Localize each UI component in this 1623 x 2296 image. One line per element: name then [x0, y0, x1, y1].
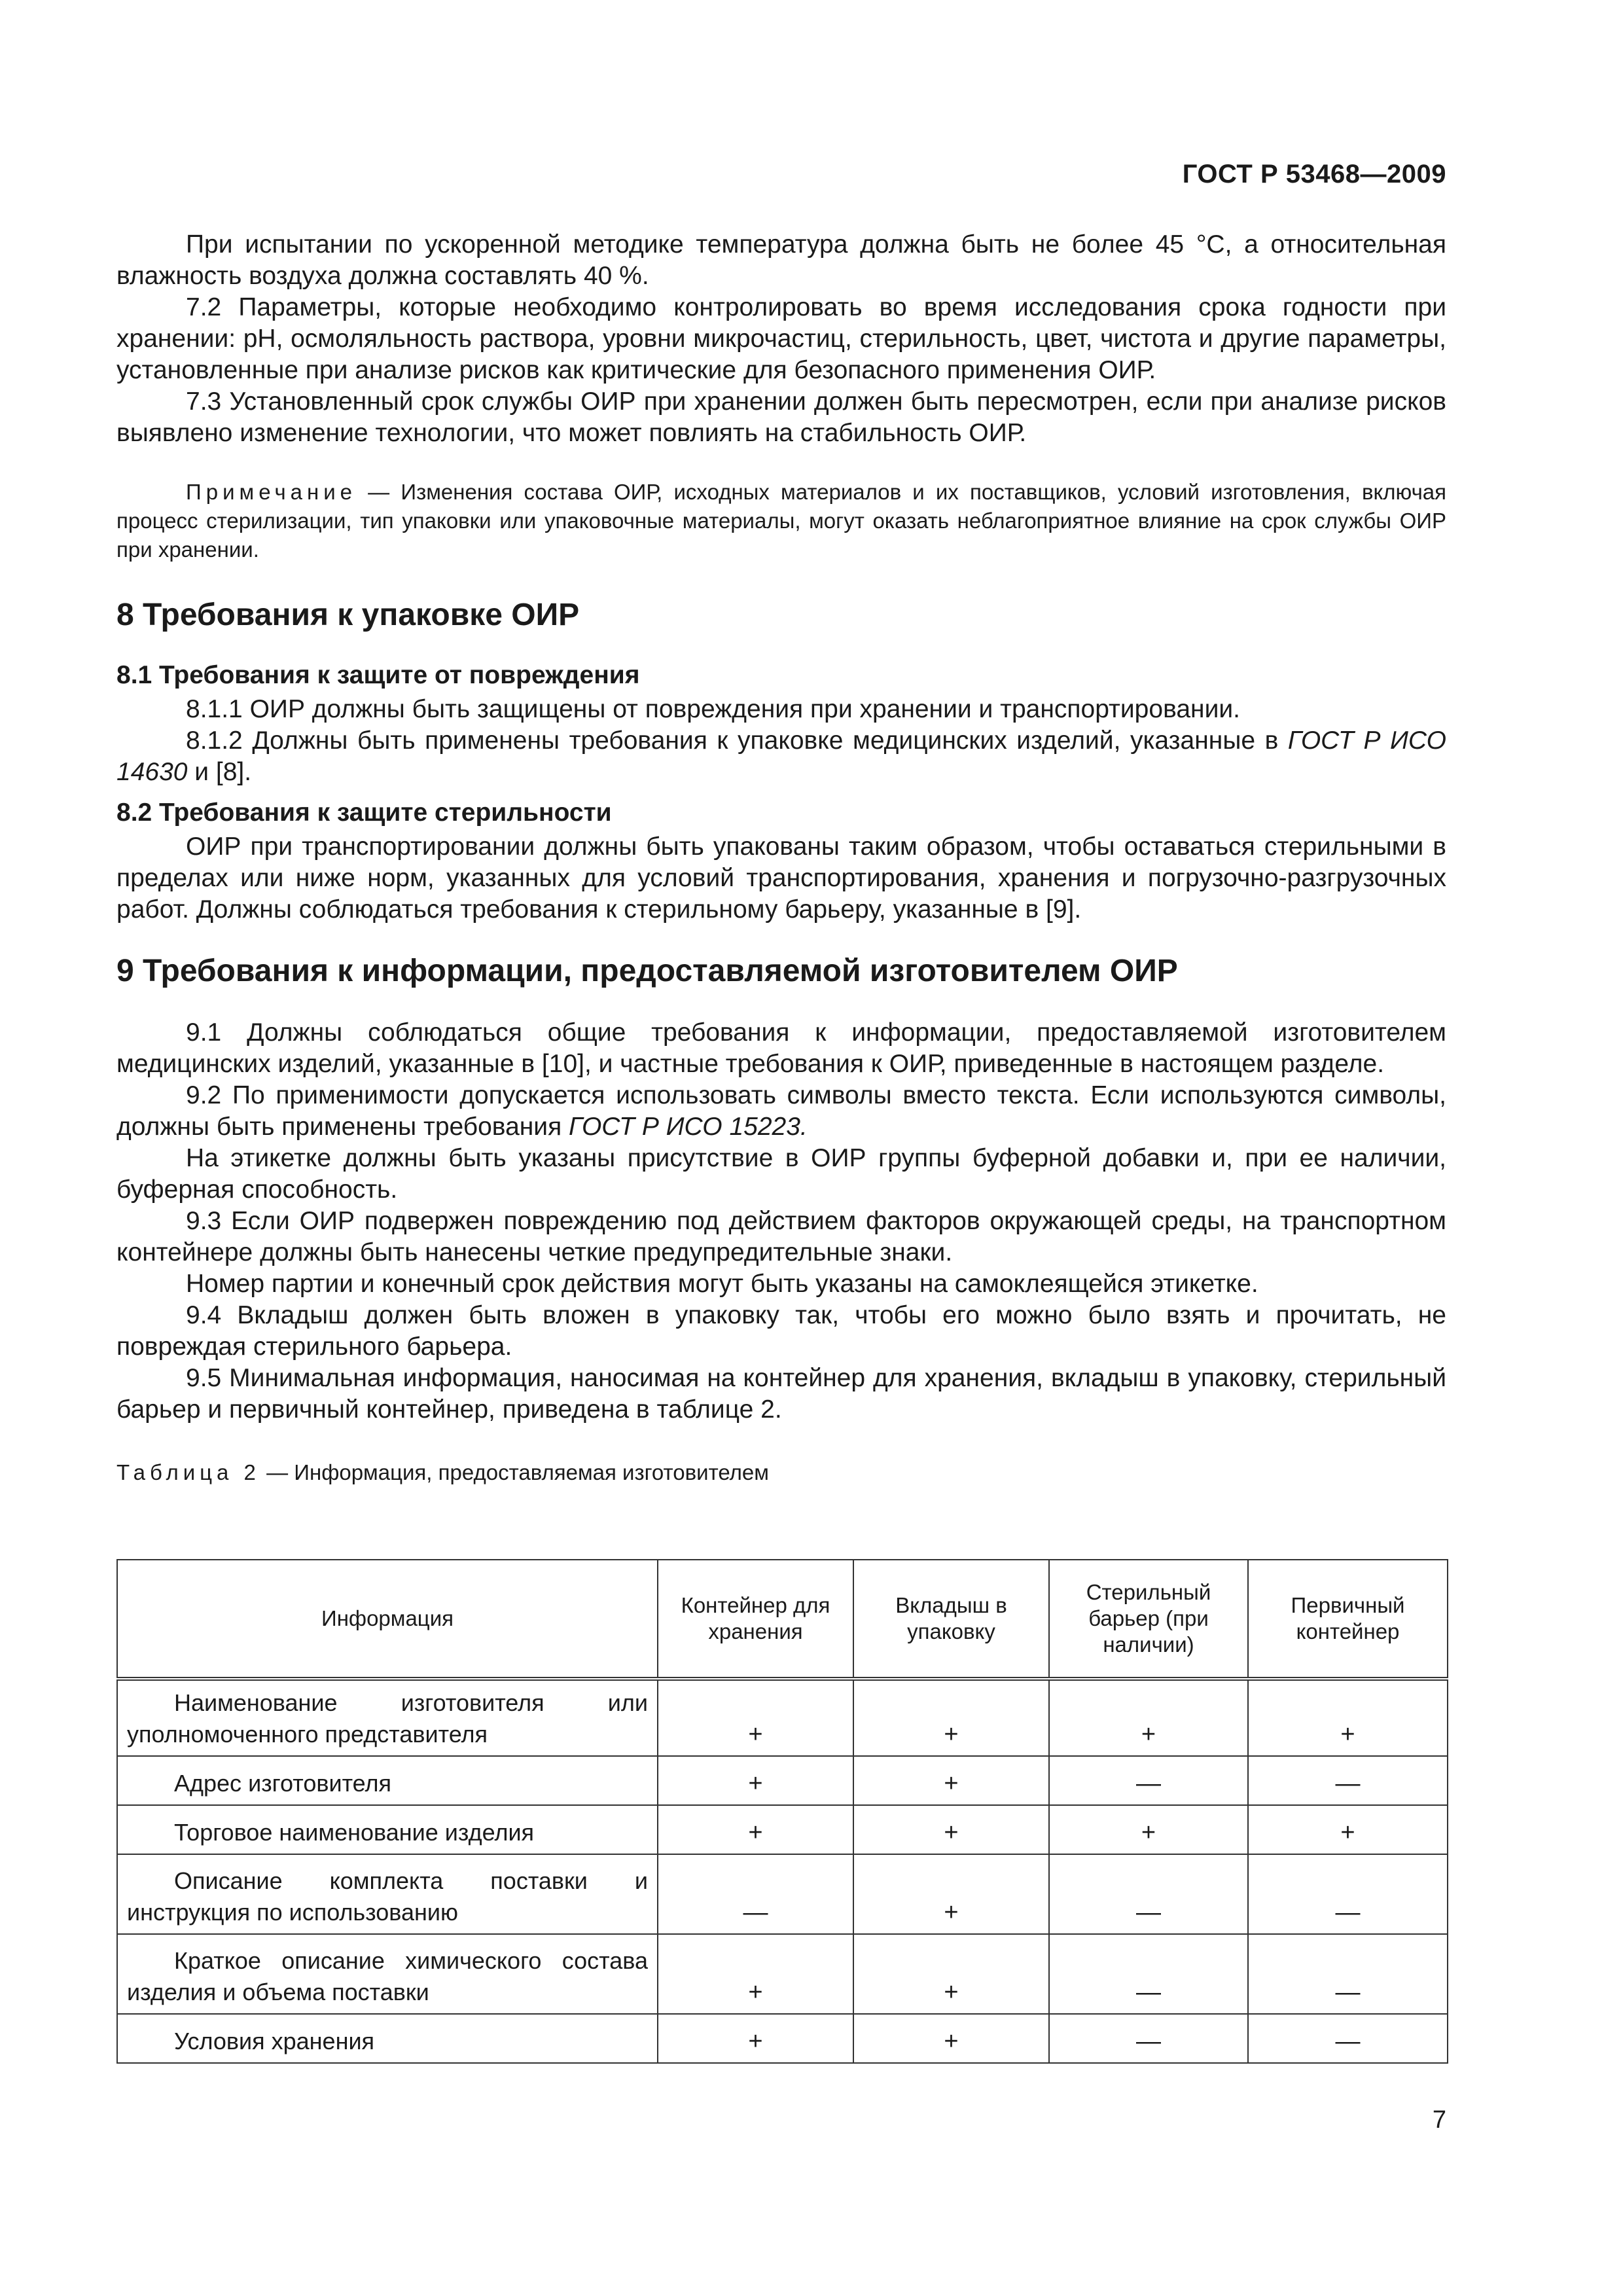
mark-cell: + — [1049, 1679, 1248, 1756]
table-row — [117, 1854, 1448, 1934]
paragraph-9-3: 9.3 Если ОИР подвержен повреждению под действием факторов окружающей среды, на транспортном контейнере должны быть нанесены четкие предупредительные знаки. — [116, 1207, 1446, 1266]
paragraph-9-1: 9.1 Должны соблюдаться общие требования к информации, предоставляемой изготовителем медицинских изделий, указанные в [10], и частные требования к ОИР, приведенные в настоящем разделе. — [116, 1018, 1446, 1078]
section-9-title: 9 Требования к информации, предоставляемой изготовителем ОИР — [116, 954, 1178, 988]
info-cell: Наименование изготовителя или уполномоченного представителя — [117, 1679, 658, 1756]
paragraph-9-5: 9.5 Минимальная информация, наносимая на контейнер для хранения, вкладыш в упаковку, стерильный барьер и первичный контейнер, приведена в таблице 2. — [116, 1364, 1446, 1424]
column-header: Вкладыш в упаковку — [853, 1560, 1049, 1679]
paragraph-7-2: 7.2 Параметры, которые необходимо контролировать во время исследования срока годности при хранении: рН, осмоляльность раствора, уровни микрочастиц, стерильность, цвет, чистота и другие параметры, установленные при анализе рисков как критические для безопасного применения ОИР. — [116, 293, 1446, 384]
mark-cell: + — [658, 1934, 853, 2014]
column-header: Информация — [117, 1560, 658, 1679]
page-content — [116, 229, 1446, 1487]
paragraph-9-3-batch: Номер партии и конечный срок действия могут быть указаны на самоклеящейся этикетке. — [186, 1270, 1258, 1298]
info-cell: Краткое описание химического состава изделия и объема поставки — [117, 1934, 658, 2014]
table-caption-text: — Информация, предоставляемая изготовителем — [260, 1460, 769, 1484]
paragraph-8-1-2-text: 8.1.2 Должны быть применены требования к упаковке медицинских изделий, указанные в — [186, 726, 1288, 755]
mark-cell: + — [1248, 1679, 1448, 1756]
table-row — [117, 1934, 1448, 2014]
paragraph-9-2-label: На этикетке должны быть указаны присутствие в ОИР группы буферной добавки и, при ее наличии, буферная способность. — [116, 1144, 1446, 1204]
note-label: Примечание — [186, 480, 357, 504]
standard-reference: ГОСТ Р ИСО 15223. — [569, 1113, 808, 1141]
info-cell: Условия хранения — [117, 2014, 658, 2063]
table-caption-label: Таблица 2 — [116, 1460, 260, 1484]
mark-cell: + — [658, 1805, 853, 1854]
note-text: — Изменения состава ОИР, исходных материалов и их поставщиков, условий изготовления, включая процесс стерилизации, тип упаковки или упаковочные материалы, могут оказать неблагоприятное влияние на срок службы ОИР при хранении. — [116, 480, 1446, 562]
paragraph-9-2-text: 9.2 По применимости допускается использовать символы вместо текста. Если используются символы, должны быть применены требования — [116, 1081, 1446, 1141]
table-row — [117, 1679, 1448, 1756]
mark-cell: — — [1248, 2014, 1448, 2063]
document-code: ГОСТ Р 53468—2009 — [1182, 160, 1446, 188]
column-header: Первичный контейнер — [1248, 1560, 1448, 1679]
mark-cell: + — [853, 2014, 1049, 2063]
mark-cell: + — [853, 1805, 1049, 1854]
table-row — [117, 1756, 1448, 1805]
info-cell: Адрес изготовителя — [117, 1756, 658, 1805]
page-number: 7 — [1432, 2106, 1446, 2134]
mark-cell: + — [658, 1679, 853, 1756]
mark-cell: — — [1049, 2014, 1248, 2063]
mark-cell: — — [1049, 1854, 1248, 1934]
mark-cell: + — [1049, 1805, 1248, 1854]
info-cell: Торговое наименование изделия — [117, 1805, 658, 1854]
subsection-8-2-title: 8.2 Требования к защите стерильности — [116, 798, 612, 827]
table-header-row — [117, 1560, 1448, 1679]
info-table — [116, 1559, 1448, 2064]
paragraph-7-3: 7.3 Установленный срок службы ОИР при хранении должен быть пересмотрен, если при анализе рисков выявлено изменение технологии, что может повлиять на стабильность ОИР. — [116, 387, 1446, 447]
paragraph-9-2 — [116, 1080, 1446, 1143]
mark-cell: + — [658, 1756, 853, 1805]
paragraph-8-1-2 — [116, 725, 1446, 788]
mark-cell: + — [853, 1934, 1049, 2014]
paragraph-7-1-continued: При испытании по ускоренной методике температура должна быть не более 45 °С, а относительная влажность воздуха должна составлять 40 %. — [116, 230, 1446, 290]
info-cell: Описание комплекта поставки и инструкция по использованию — [117, 1854, 658, 1934]
table-row — [117, 1805, 1448, 1854]
note — [116, 478, 1446, 564]
paragraph-9-4: 9.4 Вкладыш должен быть вложен в упаковку так, чтобы его можно было взять и прочитать, не повреждая стерильного барьера. — [116, 1301, 1446, 1361]
standard-reference: ГОСТ Р ИСО 14630 — [116, 726, 1446, 786]
table-caption — [116, 1458, 1446, 1487]
paragraph-8-1-2-end: и [8]. — [187, 758, 252, 786]
subsection-8-1-title: 8.1 Требования к защите от повреждения — [116, 661, 640, 689]
column-header: Контейнер для хранения — [658, 1560, 853, 1679]
mark-cell: — — [1248, 1934, 1448, 2014]
mark-cell: — — [1049, 1756, 1248, 1805]
paragraph-8-2: ОИР при транспортировании должны быть упакованы таким образом, чтобы оставаться стерильными в пределах или ниже норм, указанных для условий транспортирования, хранения и погрузочно-разгрузочных работ. Должны соблюдаться требования к стерильному барьеру, указанные в [9]. — [116, 833, 1446, 924]
mark-cell: — — [1248, 1854, 1448, 1934]
mark-cell: — — [658, 1854, 853, 1934]
table-row — [117, 2014, 1448, 2063]
mark-cell: + — [853, 1854, 1049, 1934]
paragraph-8-1-1: 8.1.1 ОИР должны быть защищены от повреждения при хранении и транспортировании. — [186, 695, 1240, 723]
mark-cell: + — [1248, 1805, 1448, 1854]
mark-cell: + — [658, 2014, 853, 2063]
mark-cell: + — [853, 1679, 1049, 1756]
mark-cell: + — [853, 1756, 1049, 1805]
column-header: Стерильный барьер (при наличии) — [1049, 1560, 1248, 1679]
section-8-title: 8 Требования к упаковке ОИР — [116, 598, 580, 632]
mark-cell: — — [1049, 1934, 1248, 2014]
mark-cell: — — [1248, 1756, 1448, 1805]
